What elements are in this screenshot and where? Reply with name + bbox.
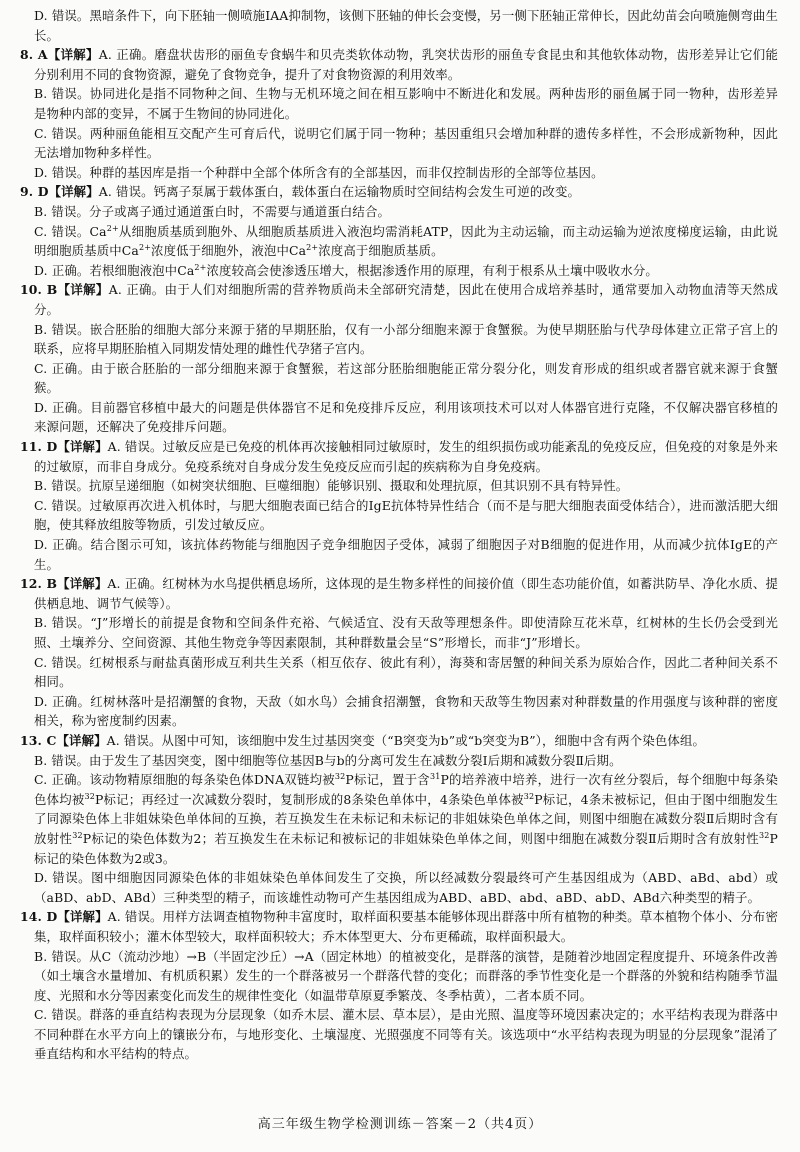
answer-paragraph: 10. B【详解】A. 正确。由于人们对细胞所需的营养物质尚未全部研究清楚，因此在使用合成培养基时，通常要加入动物血清等天然成分。: [20, 282, 778, 317]
answer-paragraph: D. 正确。目前器官移植中最大的问题是供体器官不足和免疫排斥反应，利用该项技术可以对人体器官进行克隆，不仅解决器官移植的来源问题，还解决了免疫排斥问题。: [34, 399, 778, 435]
answer-paragraph: D. 正确。结合图示可知，该抗体药物能与细胞因子竞争细胞因子受体，减弱了细胞因子对B细胞的促进作用，从而减少抗体IgE的产生。: [34, 537, 778, 572]
page-footer: 高三年级生物学检测训练－答案－2（共4页）: [257, 1117, 543, 1132]
answer-paragraph: C. 错误。$Ca^{2+}$从细胞质基质到胞外、从细胞质基质进入液泡均需消耗ATP，因此为主动运输，而主动运输为逆浓度梯度运输，由此说明细胞质基质中$Ca^{2+}$浓度低于细胞外，液泡中$Ca^{2+}$浓度高于细胞质基质。: [34, 223, 779, 259]
answer-paragraph: D. 正确。若根细胞液泡中$Ca^{2+}$浓度较高会使渗透压增大，根据渗透作用的原理，有利于根系从土壤中吸收水分。: [34, 262, 658, 278]
answer-paragraph: C. 正确。该动物精原细胞的每条染色体DNA双链均被$^{32}$P标记，置于含$^{31}$P的培养液中培养，进行一次有丝分裂后，每个细胞中每条染色体均被$^{32}$P标记；再经过一次减数分裂时，复制形成的8条染色单体中，4条染色单体被$^{32}$P标记，4条未被标记，但由于图中细胞发生了同源染色体上非姐妹染色单体间的互换，若互换发生在未标记和未标记的非姐妹染色单体之间，则图中细胞在减数分裂Ⅱ后期时含有放射性$^{32}$P标记的染色体数为2；若互换发生在未标记和被标记的非姐妹染色单体之间，则图中细胞在减数分裂Ⅱ后期时含有放射性$^{32}$P标记的染色体数为2或3。: [34, 772, 779, 866]
answer-paragraph: 8. A【详解】A. 正确。磨盘状齿形的丽鱼专食蜗牛和贝壳类软体动物，乳突状齿形的丽鱼专食昆虫和其他软体动物，齿形差异让它们能分别利用不同的食物资源，避免了食物竞争，提升了对食物资源的利用效率。: [20, 47, 779, 82]
answer-paragraph: C. 错误。过敏原再次进入机体时，与肥大细胞表面已结合的IgE抗体特异性结合（而不是与肥大细胞表面受体结合），进而激活肥大细胞，使其释放组胺等物质，引发过敏反应。: [34, 497, 778, 533]
answer-paragraph: B. 错误。分子或离子通过通道蛋白时，不需要与通道蛋白结合。: [34, 203, 391, 219]
answer-paragraph: D. 错误。黑暗条件下，向下胚轴一侧喷施IAA抑制物，该侧下胚轴的伸长会变慢，另一侧下胚轴正常伸长，因此幼苗会向喷施侧弯曲生长。: [34, 8, 778, 43]
answer-paragraph: B. 错误。“J”形增长的前提是食物和空间条件充裕、气候适宜、没有天敌等理想条件。即使清除互花米草，红树林的生长仍会受到光照、土壤养分、空间资源、其他生物竞争等因素限制，其种群数量会呈“S”形增长，而非“J”形增长。: [34, 615, 778, 650]
answer-paragraph: B. 错误。协同进化是指不同物种之间、生物与无机环境之间在相互影响中不断进化和发展。两种齿形的丽鱼属于同一物种，齿形差异是物种内部的变异，不属于生物间的协同进化。: [34, 86, 778, 121]
answer-paragraph: C. 正确。由于嵌合胚胎的一部分细胞来源于食蟹猴，若这部分胚胎细胞能正常分裂分化，则发育形成的组织或者器官就来源于食蟹猴。: [34, 360, 778, 396]
answer-paragraph: B. 错误。嵌合胚胎的细胞大部分来源于猪的早期胚胎，仅有一小部分细胞来源于食蟹猴。为使早期胚胎与代孕母体建立正常子宫上的联系，应将早期胚胎植入同期发情处理的雌性代孕猪子宫内。: [34, 321, 778, 357]
answer-content: [20, 6, 778, 1064]
answer-paragraph: 13. C【详解】A. 错误。从图中可知，该细胞中发生过基因突变（“B突变为b”或“b突变为B”），细胞中含有两个染色体组。: [20, 732, 706, 748]
answer-paragraph: C. 错误。红树根系与耐盐真菌形成互利共生关系（相互依存、彼此有利），海葵和寄居蟹的种间关系为原始合作，因此二者种间关系不相同。: [34, 654, 778, 690]
answer-paragraph: 9. D【详解】A. 错误。钙离子泵属于载体蛋白，载体蛋白在运输物质时空间结构会发生可逆的改变。: [20, 184, 581, 200]
answer-paragraph: D. 错误。图中细胞因同源染色体的非姐妹染色单体间发生了交换，所以经减数分裂最终可产生基因组成为（ABD、aBd、abd）或（aBD、abD、ABd）三种类型的精子，而该雄性动物可产生基因组成为ABD、aBD、abd、aBD、abD、ABd六种类型的精子。: [34, 870, 778, 905]
answer-paragraph: B. 错误。从C（流动沙地）→B（半固定沙丘）→A（固定林地）的植被变化，是群落的演替，是随着沙地固定程度提升、环境条件改善（如土壤含水量增加、有机质积累）发生的一个群落被另一个群落代替的变化；而群落的季节性变化是一个群落的外貌和结构随季节温度、光照和水分等因素变化而发生的规律性变化（如温带草原夏季繁茂、冬季枯黄），二者本质不同。: [34, 948, 778, 1003]
answer-paragraph: B. 错误。由于发生了基因突变，图中细胞等位基因B与b的分离可发生在减数分裂Ⅰ后期和减数分裂Ⅱ后期。: [34, 752, 622, 768]
answer-paragraph: D. 错误。种群的基因库是指一个种群中全部个体所含有的全部基因，而非仅控制齿形的全部等位基因。: [34, 164, 604, 180]
answer-paragraph: 11. D【详解】A. 错误。过敏反应是已免疫的机体再次接触相同过敏原时，发生的组织损伤或功能紊乱的免疫反应，但免疫的对象是外来的过敏原，而非自身成分。免疫系统对自身成分发生免疫反应而引起的疾病称为自身免疫病。: [20, 439, 778, 474]
answer-paragraph: B. 错误。抗原呈递细胞（如树突状细胞、巨噬细胞）能够识别、摄取和处理抗原，但其识别不具有特异性。: [34, 478, 629, 494]
answer-paragraph: C. 错误。群落的垂直结构表现为分层现象（如乔木层、灌木层、草本层），是由光照、温度等环境因素决定的；水平结构表现为群落中不同种群在水平方向上的镶嵌分布，与地形变化、土壤湿度、光照强度不同等有关。该选项中“水平结构表现为明显的分层现象”混淆了垂直结构和水平结构的特点。: [34, 1007, 778, 1062]
answer-paragraph: 14. D【详解】A. 错误。用样方法调查植物物种丰富度时，取样面积要基本能够体现出群落中所有植物的种类。草本植物个体小、分布密集，取样面积较小；灌木体型较大，取样面积较大；乔木体型更大、分布更稀疏，取样面积最大。: [20, 909, 778, 944]
answer-paragraph: C. 错误。两种丽鱼能相互交配产生可育后代，说明它们属于同一物种；基因重组只会增加种群的遗传多样性，不会形成新物种，因此无法增加物种多样性。: [34, 125, 778, 161]
answer-paragraph: D. 正确。红树林落叶是招潮蟹的食物，天敌（如水鸟）会捕食招潮蟹，食物和天敌等生物因素对种群数量的作用强度与该种群的密度相关，称为密度制约因素。: [34, 693, 778, 729]
answer-paragraph: 12. B【详解】A. 正确。红树林为水鸟提供栖息场所，这体现的是生物多样性的间接价值（即生态功能价值，如蓄洪防旱、净化水质、提供栖息地、调节气候等）。: [20, 576, 778, 611]
